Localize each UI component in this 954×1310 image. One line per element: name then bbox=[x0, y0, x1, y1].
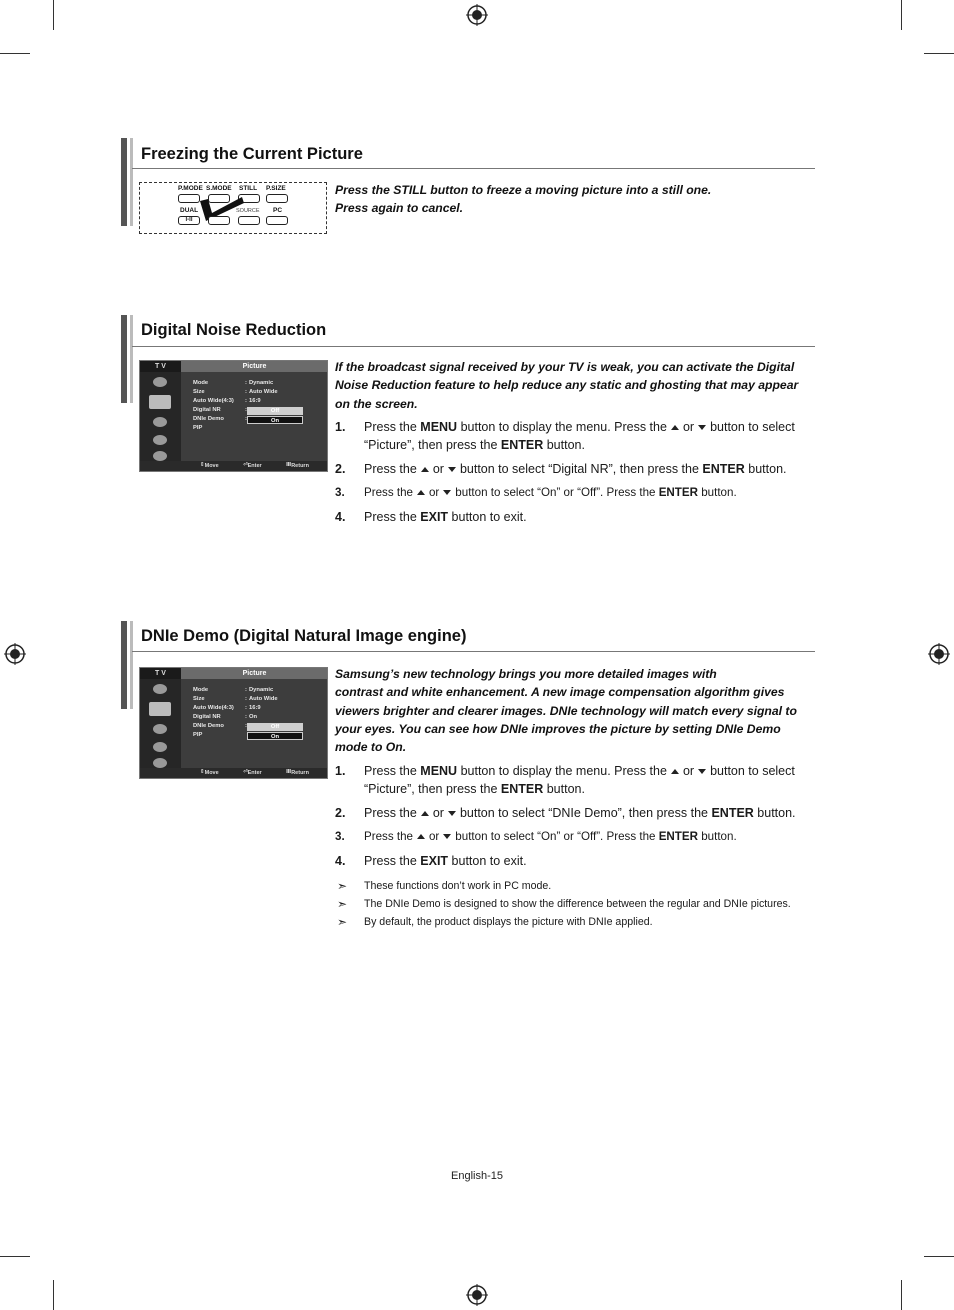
up-triangle-icon bbox=[421, 467, 429, 472]
section-bar bbox=[130, 621, 133, 709]
note-item: ➣ By default, the product displays the picture with DNIe applied. bbox=[337, 915, 653, 929]
input-icon bbox=[153, 684, 167, 694]
sound-icon bbox=[153, 724, 167, 734]
down-triangle-icon bbox=[443, 834, 451, 839]
input-icon bbox=[153, 377, 167, 387]
picture-icon bbox=[149, 395, 171, 409]
osd-row-selected: DNIe Demo : bbox=[193, 723, 247, 729]
note-arrow-icon: ➣ bbox=[337, 897, 348, 911]
osd-move: ⇕ Move bbox=[200, 462, 219, 469]
dual-label: DUAL bbox=[180, 207, 199, 214]
note-item: ➣ The DNIe Demo is designed to show the difference between the regular and DNIe pictures. bbox=[337, 897, 791, 911]
dnie-intro-line1: Samsung’s new technology brings you more detailed images with bbox=[335, 667, 717, 681]
crop-mark bbox=[901, 0, 902, 30]
pc-button bbox=[266, 216, 288, 225]
osd-row: Size : Auto Wide bbox=[193, 696, 278, 702]
source-label: SOURCE bbox=[236, 208, 260, 214]
step-item: 1. Press the MENU button to display the menu. Press the or button to select “Picture”, then press the ENTER button. bbox=[335, 420, 795, 452]
osd-return: Ⅲ Return bbox=[286, 462, 309, 469]
osd-move: ⇕ Move bbox=[200, 769, 219, 776]
up-triangle-icon bbox=[417, 490, 425, 495]
down-triangle-icon bbox=[698, 425, 706, 430]
registration-mark-icon bbox=[466, 1284, 488, 1306]
osd-title: Picture bbox=[181, 668, 328, 679]
channel-icon bbox=[153, 435, 167, 445]
osd-row: Size : Auto Wide bbox=[193, 389, 278, 395]
dnie-intro-rest: contrast and white enhancement. A new image compensation algorithm gives viewers brighter and clearer images. DNIe technology will match every signal to your eyes. You can see how DNIe improves the picture by setting DNIe Demo mode to On. bbox=[335, 685, 797, 755]
osd-return: Ⅲ Return bbox=[286, 769, 309, 776]
crop-mark bbox=[924, 1256, 954, 1257]
section-rule bbox=[132, 168, 815, 169]
osd-enter: ⏎ Enter bbox=[243, 462, 262, 469]
note-arrow-icon: ➣ bbox=[337, 915, 348, 929]
osd-option-off: Off bbox=[247, 407, 303, 415]
osd-row: DNIe Demo : bbox=[193, 416, 247, 422]
osd-tv-label: T V bbox=[140, 361, 181, 372]
crop-mark bbox=[53, 1280, 54, 1310]
osd-row: Auto Wide(4:3) : 16:9 bbox=[193, 398, 261, 404]
section-bar bbox=[130, 138, 133, 226]
osd-row-selected: Digital NR : bbox=[193, 407, 247, 413]
osd-footer bbox=[140, 461, 327, 471]
dnie-notes bbox=[335, 877, 815, 931]
down-triangle-icon bbox=[698, 769, 706, 774]
osd-option-on: On bbox=[247, 732, 303, 740]
psize-label: P.SIZE bbox=[266, 185, 286, 192]
page-number: English-15 bbox=[451, 1170, 503, 1182]
source-button bbox=[238, 216, 260, 225]
up-triangle-icon bbox=[417, 834, 425, 839]
psize-button bbox=[266, 194, 288, 203]
up-triangle-icon bbox=[671, 769, 679, 774]
section-title-dnr: Digital Noise Reduction bbox=[141, 321, 327, 339]
down-triangle-icon bbox=[448, 467, 456, 472]
setup-icon bbox=[153, 758, 167, 768]
section-bar bbox=[121, 621, 127, 709]
sound-icon bbox=[153, 417, 167, 427]
freeze-intro bbox=[335, 181, 815, 218]
picture-menu-screenshot bbox=[139, 360, 328, 472]
crop-mark bbox=[0, 1256, 30, 1257]
section-title-dnie: DNIe Demo (Digital Natural Image engine) bbox=[141, 627, 467, 645]
picture-menu-screenshot bbox=[139, 667, 328, 779]
still-label: STILL bbox=[239, 185, 258, 192]
pmode-button bbox=[178, 194, 200, 203]
osd-option-on: On bbox=[247, 416, 303, 424]
dnie-intro bbox=[335, 665, 815, 756]
section-title-freeze: Freezing the Current Picture bbox=[141, 145, 363, 163]
osd-enter: ⏎ Enter bbox=[243, 769, 262, 776]
crop-mark bbox=[53, 0, 54, 30]
osd-footer bbox=[140, 768, 327, 778]
crop-mark bbox=[924, 53, 954, 54]
dnr-steps bbox=[335, 418, 815, 532]
down-triangle-icon bbox=[443, 490, 451, 495]
freeze-intro-line2: Press again to cancel. bbox=[335, 201, 464, 216]
registration-mark-icon bbox=[4, 643, 26, 665]
freeze-intro-line1: Press the STILL button to freeze a moving picture into a still one. bbox=[335, 183, 712, 197]
step-item: 3. Press the or button to select “On” or “Off”. Press the ENTER button. bbox=[335, 830, 737, 843]
dual-button bbox=[178, 216, 200, 225]
section-rule bbox=[132, 346, 815, 347]
section-bar bbox=[121, 138, 127, 226]
crop-mark bbox=[0, 53, 30, 54]
step-item: 3. Press the or button to select “On” or “Off”. Press the ENTER button. bbox=[335, 486, 737, 499]
up-triangle-icon bbox=[671, 425, 679, 430]
osd-title: Picture bbox=[181, 361, 328, 372]
smode-label: S.MODE bbox=[206, 185, 232, 192]
pmode-label: P.MODE bbox=[178, 185, 203, 192]
up-triangle-icon bbox=[421, 811, 429, 816]
section-bar bbox=[121, 315, 127, 403]
osd-row: Mode : Dynamic bbox=[193, 687, 274, 693]
osd-row: PIP bbox=[193, 732, 203, 738]
step-item: 4. Press the EXIT button to exit. bbox=[335, 510, 527, 524]
osd-row: Auto Wide(4:3) : 16:9 bbox=[193, 705, 261, 711]
crop-mark bbox=[901, 1280, 902, 1310]
dual-button-label: I-II bbox=[185, 217, 193, 223]
section-bar bbox=[130, 315, 133, 403]
setup-icon bbox=[153, 451, 167, 461]
picture-icon bbox=[149, 702, 171, 716]
registration-mark-icon bbox=[928, 643, 950, 665]
section-rule bbox=[132, 651, 815, 652]
note-item: ➣ These functions don’t work in PC mode. bbox=[337, 879, 552, 893]
registration-mark-icon bbox=[466, 4, 488, 26]
osd-row: Mode : Dynamic bbox=[193, 380, 274, 386]
osd-row: PIP bbox=[193, 425, 203, 431]
dnr-intro: If the broadcast signal received by your TV is weak, you can activate the Digital Noise Reduction feature to help reduce any static and ghosting that may appear on the screen. bbox=[335, 360, 799, 411]
dnie-steps bbox=[335, 762, 815, 876]
mute-button bbox=[208, 216, 230, 225]
osd-option-off: Off bbox=[247, 723, 303, 731]
note-arrow-icon: ➣ bbox=[337, 879, 348, 893]
channel-icon bbox=[153, 742, 167, 752]
step-item: 1. Press the MENU button to display the menu. Press the or button to select “Picture”, then press the ENTER button. bbox=[335, 764, 795, 796]
step-item: 4. Press the EXIT button to exit. bbox=[335, 854, 527, 868]
down-triangle-icon bbox=[448, 811, 456, 816]
pc-label: PC bbox=[273, 207, 283, 214]
remote-control-illustration bbox=[139, 182, 327, 234]
osd-row: Digital NR : On bbox=[193, 714, 258, 720]
step-item: 2. Press the or button to select “DNIe Demo”, then press the ENTER button. bbox=[335, 806, 796, 820]
step-item: 2. Press the or button to select “Digital NR”, then press the ENTER button. bbox=[335, 462, 787, 476]
osd-tv-label: T V bbox=[140, 668, 181, 679]
